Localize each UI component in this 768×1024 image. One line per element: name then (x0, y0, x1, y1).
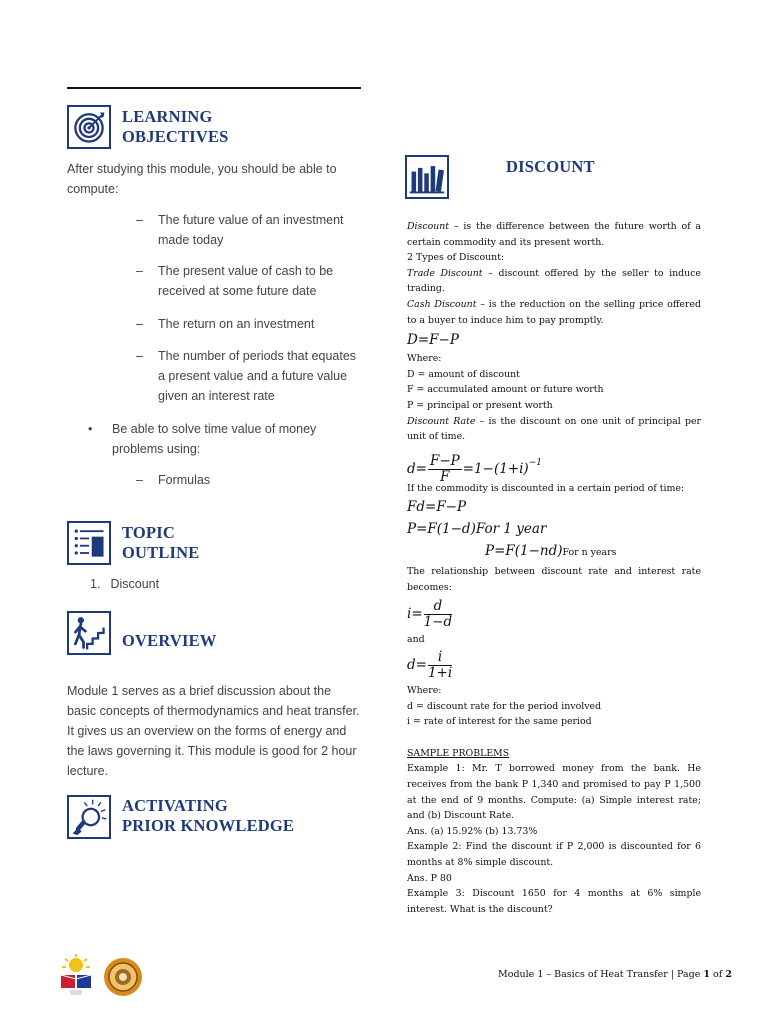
outline-item: 1. Discount (90, 577, 160, 591)
where-item: P = principal or present worth (407, 399, 553, 411)
where-item: D = amount of discount (407, 368, 520, 380)
where-item: F = accumulated amount or future worth (407, 384, 604, 396)
target-icon (67, 105, 111, 149)
where-item: d = discount rate for the period involved (407, 700, 602, 712)
page-footer: Module 1 – Basics of Heat Transfer | Page 1 of 2 (498, 969, 732, 980)
list-item: – The present value of cash to be received at some future date (136, 264, 334, 298)
cash-discount-definition: Cash Discount – is the reduction on the selling price offered to a buyer to induce him to pay promptly. (407, 298, 702, 326)
trade-discount-definition: Trade Discount – discount offered by the seller to induce trading. (407, 267, 701, 295)
formula-interest-rate: i= $\frac{d}{1-d}$ (407, 597, 453, 630)
lightbulb-icon (67, 795, 111, 839)
formula-fd: Fd=F−P (407, 499, 467, 516)
where-item: i = rate of interest for the same period (407, 716, 592, 728)
sample-problems-heading: SAMPLE PROBLEMS (407, 747, 510, 759)
where-label: Where: (407, 685, 442, 697)
list-item: – The number of periods that equates a present value and a future value given an interest rate (136, 349, 357, 403)
discount-definition: Discount – is the difference between the future worth of a certain commodity and its present worth. (407, 221, 701, 248)
discount-rate-definition: Discount Rate – is the discount on one unit of principal per unit of time. (407, 415, 701, 443)
bullet-item: • Be able to solve time value of money problems using: (88, 422, 317, 456)
list-item: – Formulas (136, 473, 211, 487)
learning-objectives-heading: LEARNING OBJECTIVES (122, 107, 229, 146)
formula-discount: D=F−P (407, 332, 459, 349)
formula-discount-from-interest: d= $\frac{i}{1+i}$ (407, 649, 453, 682)
example-1: Example 1: Mr. T borrowed money from the bank. He receives from the bank P 1,340 and promised to pay P 1,500 at the end of 9 months. Compute: (a) Simple interest rate; and (b) Discount Rate. (407, 763, 701, 822)
types-label: 2 Types of Discount: (407, 252, 505, 264)
list-item: – The return on an investment (136, 317, 315, 331)
topic-outline-heading: TOPIC OUTLINE (122, 523, 200, 562)
deped-logo (57, 953, 95, 997)
school-seal-logo (103, 957, 143, 997)
formula-one-year: P=F(1−d)For 1 year (407, 521, 547, 538)
list-item: – The future value of an investment made today (136, 213, 344, 247)
formula-discount-rate: d= $\frac{F-P}{F}$ $=1-(1+i)^{-1}$ (407, 452, 542, 485)
learning-intro: After studying this module, you should be able to compute: (67, 162, 337, 196)
stairs-walking-icon (67, 611, 111, 655)
answer-1: Ans. (a) 15.92% (b) 13.73% (407, 825, 538, 837)
outline-list-icon (67, 521, 111, 565)
and-text: and (407, 633, 425, 645)
overview-heading: OVERVIEW (122, 631, 217, 650)
example-2: Example 2: Find the discount if P 2,000 is discounted for 6 months at 8% simple discount. (407, 841, 701, 869)
top-rule (67, 87, 361, 89)
activating-prior-knowledge-heading: ACTIVATING PRIOR KNOWLEDGE (122, 796, 295, 835)
answer-2: Ans. P 80 (407, 872, 452, 884)
example-3: Example 3: Discount 1650 for 4 months at 6% simple interest. What is the discount? (407, 888, 701, 915)
discount-content (407, 219, 701, 917)
where-label: Where: (407, 353, 442, 365)
discount-heading: DISCOUNT (506, 157, 595, 176)
overview-text: Module 1 serves as a brief discussion about the basic concepts of thermodynamics and heat transfer. It gives us an overview on the forms of energy and the laws governing it. This module is good for 2 hour lecture. (67, 684, 360, 778)
period-text: If the commodity is discounted in a certain period of time: (407, 482, 685, 494)
formula-n-years: P=F(1−nd)For n years (485, 543, 617, 560)
books-icon (405, 155, 449, 199)
relationship-text: The relationship between discount rate and interest rate becomes: (407, 566, 701, 593)
